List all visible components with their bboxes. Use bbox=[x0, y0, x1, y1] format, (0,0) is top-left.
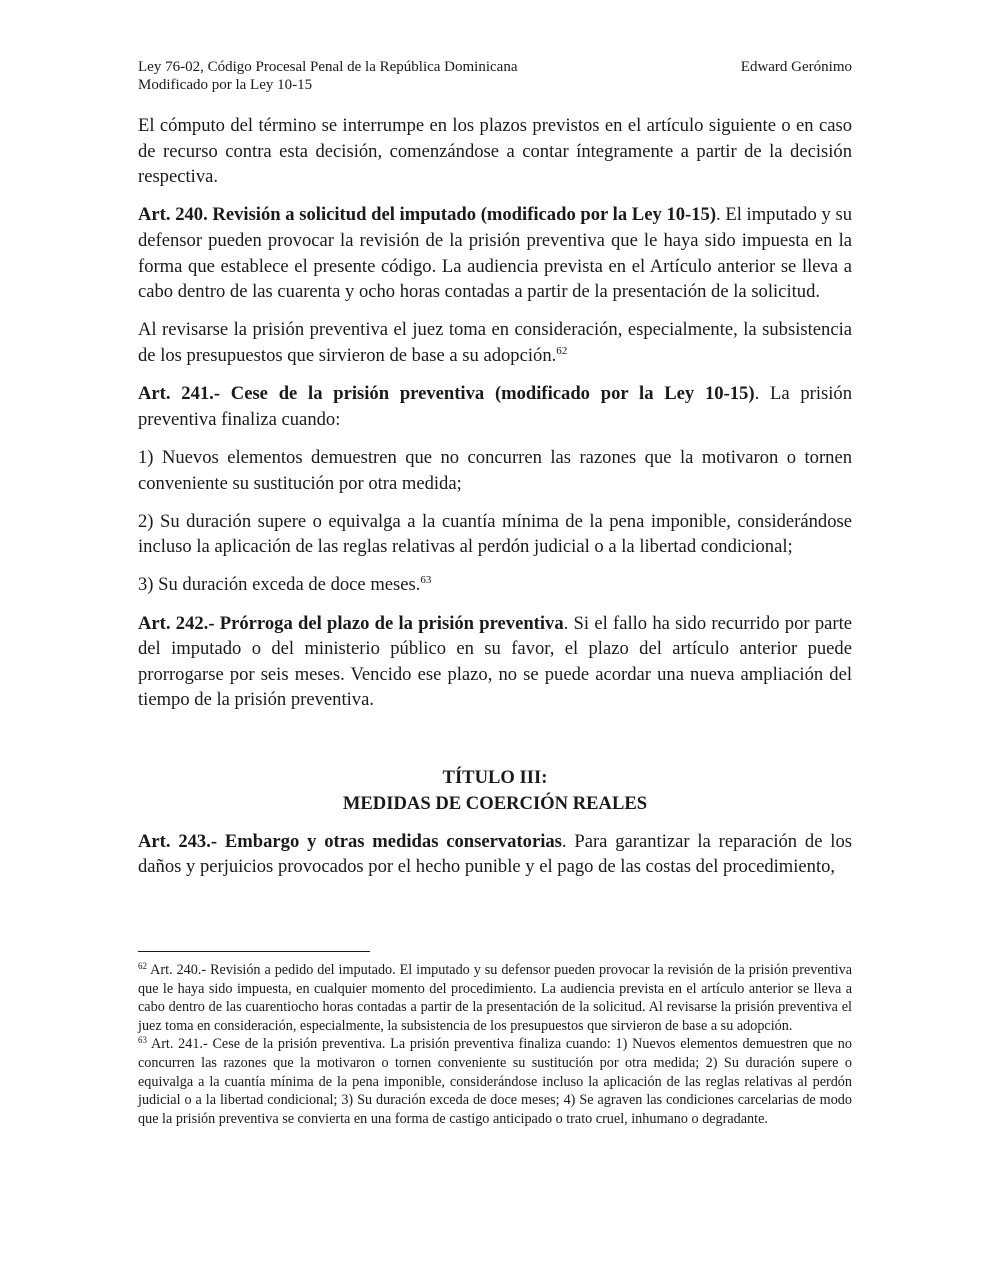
article-241-item-1: 1) Nuevos elementos demuestren que no concurren las razones que la motivaron o tornen conveniente su sustitución por otra medida; bbox=[138, 446, 852, 494]
article-243-text: . Para garantizar la reparación de los daños y perjuicios provocados por el hecho punible y el pago de las costas del procedimiento, bbox=[138, 830, 852, 878]
article-240-p2-text: Al revisarse la prisión preventiva el juez toma en consideración, especialmente, la subsistencia de los presupuestos que sirvieron de base a su adopción. bbox=[138, 319, 852, 366]
footnote-63-number: 63 bbox=[138, 1035, 147, 1046]
footnote-62-text: Art. 240.- Revisión a pedido del imputado. El imputado y su defensor pueden provocar la revisión de la prisión preventiva que le haya sido impuesta, en cualquier momento del procedimiento. La audiencia prevista en el artículo anterior se lleva a cabo dentro de las cuarentiocho horas contadas a partir de la presentación de la solicitud. Al revisarse la prisión preventiva el juez toma en consideración, especialmente, la subsistencia de los presupuestos que sirvieron de base a su adopción. bbox=[138, 962, 852, 1034]
footnote-63 bbox=[138, 1035, 852, 1128]
article-241-item-3-text: 3) Su duración exceda de doce meses. bbox=[138, 574, 421, 596]
document-body bbox=[138, 113, 852, 893]
article-240 bbox=[138, 202, 852, 304]
header-modification-note: Modificado por la Ley 10-15 bbox=[138, 77, 313, 93]
article-243 bbox=[138, 829, 852, 880]
article-241-item-2: 2) Su duración supere o equivalga a la cuantía mínima de la pena imponible, considerándose incluso la aplicación de las reglas relativas al perdón judicial o a la libertad condicional; bbox=[138, 510, 852, 558]
article-241-text: . La prisión preventiva finaliza cuando: bbox=[138, 383, 852, 430]
footnote-ref-63[interactable]: 63 bbox=[420, 574, 432, 587]
footnote-separator bbox=[138, 951, 370, 952]
article-240-paragraph-2 bbox=[138, 317, 852, 368]
header-author: Edward Gerónimo bbox=[740, 59, 852, 75]
header-law-title: Ley 76-02, Código Procesal Penal de la República Dominicana bbox=[138, 59, 518, 75]
article-241-item-3 bbox=[138, 572, 852, 598]
article-243-heading: Art. 243.- Embargo y otras medidas conservatorias bbox=[138, 830, 562, 852]
title-heading bbox=[138, 765, 852, 816]
header-left bbox=[138, 58, 517, 94]
article-240-text: . El imputado y su defensor pueden provocar la revisión de la prisión preventiva que le haya sido impuesta en la forma que establece el presente código. La audiencia prevista en el Artículo anterior se lleva a cabo dentro de las cuarenta y ocho horas contadas a partir de la presentación de la solicitud. bbox=[138, 204, 852, 303]
article-241 bbox=[138, 381, 852, 432]
footnote-62 bbox=[138, 961, 852, 1035]
title-number: TÍTULO III: bbox=[442, 767, 548, 789]
article-240-heading: Art. 240. Revisión a solicitud del imputado (modificado por la Ley 10-15) bbox=[138, 204, 717, 226]
article-242-heading: Art. 242.- Prórroga del plazo de la prisión preventiva bbox=[138, 612, 564, 634]
article-242 bbox=[138, 611, 852, 713]
article-241-heading: Art. 241.- Cese de la prisión preventiva (modificado por la Ley 10-15) bbox=[138, 383, 755, 405]
paragraph-computo: El cómputo del término se interrumpe en los plazos previstos en el artículo siguiente o en caso de recurso contra esta decisión, comenzándose a contar íntegramente a partir de la decisión respectiva. bbox=[138, 115, 852, 188]
footnotes bbox=[138, 961, 852, 1128]
page-header bbox=[138, 58, 852, 94]
title-name: MEDIDAS DE COERCIÓN REALES bbox=[342, 792, 648, 814]
article-242-text: . Si el fallo ha sido recurrido por parte del imputado o del ministerio público en su favor, el plazo del artículo anterior puede prorrogarse por seis meses. Vencido ese plazo, no se puede acordar una nueva ampliación del tiempo de la prisión preventiva. bbox=[138, 612, 853, 711]
footnote-63-text: Art. 241.- Cese de la prisión preventiva. La prisión preventiva finaliza cuando: 1) Nuevos elementos demuestren que no concurren las razones que la motivaron o tornen conveniente su sustitución por otra medida; 2) Su duración supere o equivalga a la cuantía mínima de la pena imponible, considerándose incluso la aplicación de las reglas relativas al perdón judicial o a la libertad condicional; 3) Su duración exceda de doce meses; 4) Se agraven las condiciones carcelarias de modo que la prisión preventiva se convierta en una forma de castigo anticipado o trato cruel, inhumano o degradante. bbox=[138, 1036, 852, 1127]
footnote-ref-62[interactable]: 62 bbox=[556, 344, 568, 357]
footnote-62-number: 62 bbox=[138, 961, 147, 971]
